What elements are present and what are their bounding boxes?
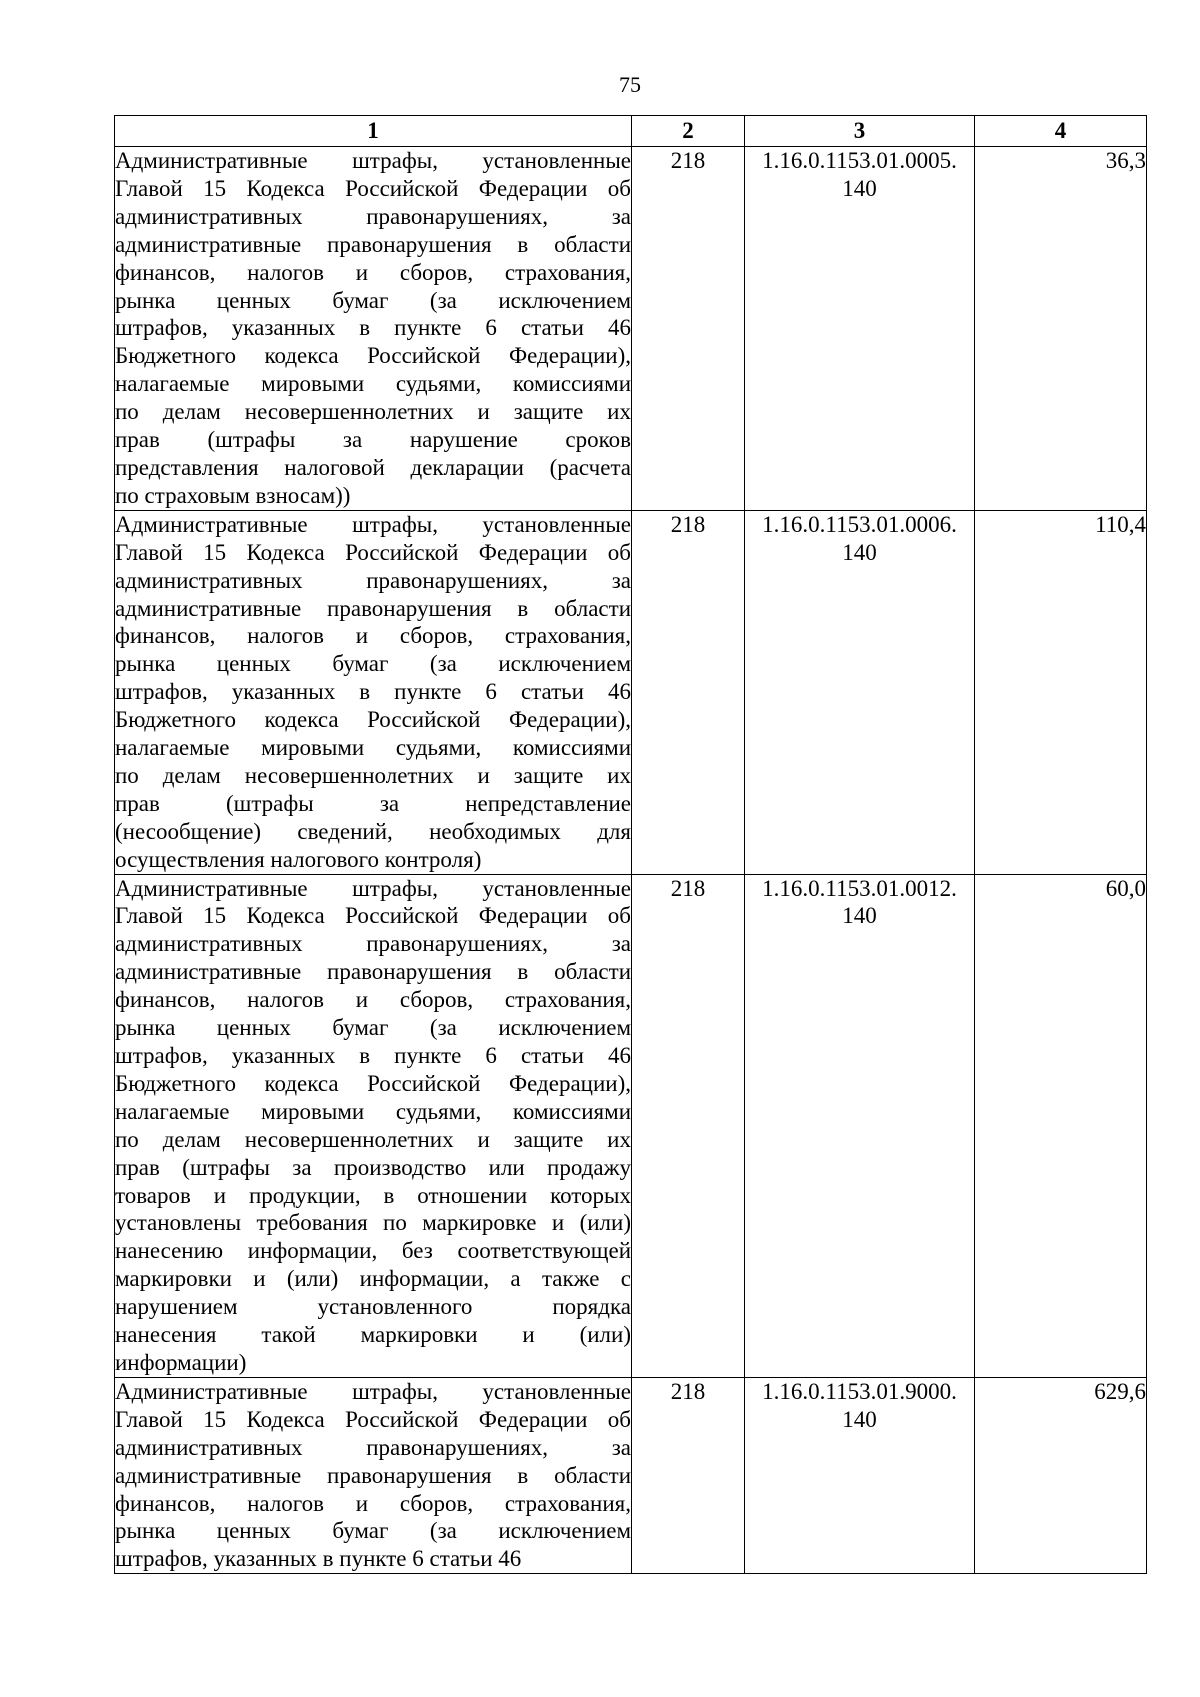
revenue-name-line: (несообщение) сведений, необходимых для	[115, 818, 631, 844]
revenue-name-cell	[115, 147, 632, 511]
classification-code-suffix: 140	[842, 539, 877, 565]
classification-code-suffix: 140	[842, 903, 877, 929]
table-header-row	[115, 116, 1147, 147]
amount-cell: 36,3	[975, 147, 1147, 511]
revenue-name-line: Административные штрафы, установленные	[115, 875, 631, 901]
revenue-name-line: маркировки и (или) информации, а также с	[115, 1266, 631, 1292]
revenue-name-line: Административные штрафы, установленные	[115, 1378, 631, 1404]
revenue-name-line: Бюджетного кодекса Российской Федерации),	[115, 707, 631, 733]
revenue-name-line: по делам несовершеннолетних и защите их	[115, 1126, 631, 1152]
revenue-name-line: административных правонарушениях, за	[115, 567, 631, 593]
revenue-name-cell	[115, 874, 632, 1377]
revenue-name-line: установлены требования по маркировке и (или)	[115, 1210, 631, 1236]
table-body	[115, 147, 1147, 1574]
revenue-name-line: Главой 15 Кодекса Российской Федерации об	[115, 175, 631, 201]
revenue-name-line: по делам несовершеннолетних и защите их	[115, 399, 631, 425]
revenue-name-line: рынка ценных бумаг (за исключением	[115, 1015, 631, 1041]
revenue-name-line: рынка ценных бумаг (за исключением	[115, 1518, 631, 1544]
revenue-name-line: информации)	[115, 1349, 247, 1375]
revenue-name-line: штрафов, указанных в пункте 6 статьи 46	[115, 1546, 522, 1572]
revenue-name-line: финансов, налогов и сборов, страхования,	[115, 623, 631, 649]
column-header-2: 2	[632, 116, 745, 147]
revenue-name-line: штрафов, указанных в пункте 6 статьи 46	[115, 315, 631, 341]
revenue-name-line: Бюджетного кодекса Российской Федерации),	[115, 1070, 631, 1096]
revenue-name-line: рынка ценных бумаг (за исключением	[115, 651, 631, 677]
column-header-3: 3	[745, 116, 975, 147]
revenue-name-line: налагаемые мировыми судьями, комиссиями	[115, 371, 631, 397]
revenue-name-line: административных правонарушениях, за	[115, 1434, 631, 1460]
revenue-name-line: по делам несовершеннолетних и защите их	[115, 762, 631, 788]
column-header-4: 4	[975, 116, 1147, 147]
revenue-name-line: Главой 15 Кодекса Российской Федерации об	[115, 903, 631, 929]
classification-code-suffix: 140	[842, 175, 877, 201]
classification-code-cell	[745, 874, 975, 1377]
table-row	[115, 510, 1147, 874]
revenue-name-line: товаров и продукции, в отношении которых	[115, 1182, 631, 1208]
revenue-name-line: административных правонарушениях, за	[115, 203, 631, 229]
revenue-name-line: штрафов, указанных в пункте 6 статьи 46	[115, 1043, 631, 1068]
classification-code-suffix: 140	[842, 1406, 877, 1432]
revenue-name-line: представления налоговой декларации (расчета	[115, 454, 631, 480]
classification-code-line: 1.16.0.1153.01.0005.	[762, 148, 957, 173]
revenue-name-line: административные правонарушения в области	[115, 1462, 631, 1488]
revenue-name-line: прав (штрафы за нарушение сроков	[115, 427, 631, 453]
revenue-name-line: Административные штрафы, установленные	[115, 511, 631, 537]
admin-code-cell: 218	[632, 147, 745, 511]
amount-cell: 60,0	[975, 874, 1147, 1377]
revenue-name-line: финансов, налогов и сборов, страхования,	[115, 987, 631, 1013]
revenue-name-line: административные правонарушения в области	[115, 231, 631, 257]
revenue-name-line: нанесению информации, без соответствующей	[115, 1238, 631, 1264]
table-row	[115, 147, 1147, 511]
admin-code-cell: 218	[632, 1377, 745, 1573]
revenue-name-line: налагаемые мировыми судьями, комиссиями	[115, 735, 631, 761]
revenue-name-line: прав (штрафы за производство или продажу	[115, 1154, 631, 1180]
revenue-name-line: Административные штрафы, установленные	[115, 148, 631, 173]
revenue-name-line: финансов, налогов и сборов, страхования,	[115, 1490, 631, 1516]
classification-code-line: 1.16.0.1153.01.0012.	[762, 875, 957, 901]
admin-code-cell: 218	[632, 874, 745, 1377]
revenue-name-line: Главой 15 Кодекса Российской Федерации об	[115, 539, 631, 565]
revenue-name-line: налагаемые мировыми судьями, комиссиями	[115, 1098, 631, 1124]
classification-code-line: 1.16.0.1153.01.9000.	[762, 1378, 957, 1404]
revenue-name-line: Бюджетного кодекса Российской Федерации),	[115, 343, 631, 369]
revenue-name-line: нанесения такой маркировки и (или)	[115, 1322, 631, 1348]
revenue-name-line: штрафов, указанных в пункте 6 статьи 46	[115, 679, 631, 705]
page-number: 75	[619, 72, 641, 97]
classification-code-cell	[745, 147, 975, 511]
revenue-name-line: административных правонарушениях, за	[115, 931, 631, 957]
admin-code-cell: 218	[632, 510, 745, 874]
revenue-name-line: финансов, налогов и сборов, страхования,	[115, 259, 631, 285]
amount-cell: 629,6	[975, 1377, 1147, 1573]
revenue-name-line: административные правонарушения в области	[115, 595, 631, 621]
budget-table	[114, 115, 1147, 1574]
revenue-name-cell	[115, 1377, 632, 1573]
revenue-name-line: нарушением установленного порядка	[115, 1294, 631, 1320]
revenue-name-line: рынка ценных бумаг (за исключением	[115, 287, 631, 313]
table-row	[115, 874, 1147, 1377]
amount-cell: 110,4	[975, 510, 1147, 874]
revenue-name-line: Главой 15 Кодекса Российской Федерации об	[115, 1406, 631, 1432]
table-row	[115, 1377, 1147, 1573]
revenue-name-line: осуществления налогового контроля)	[115, 846, 482, 872]
revenue-name-line: административные правонарушения в области	[115, 959, 631, 985]
classification-code-cell	[745, 1377, 975, 1573]
column-header-1: 1	[115, 116, 632, 147]
revenue-name-cell	[115, 510, 632, 874]
classification-code-cell	[745, 510, 975, 874]
revenue-name-line: прав (штрафы за непредставление	[115, 790, 631, 816]
classification-code-line: 1.16.0.1153.01.0006.	[762, 511, 957, 537]
revenue-name-line: по страховым взносам))	[115, 482, 351, 508]
